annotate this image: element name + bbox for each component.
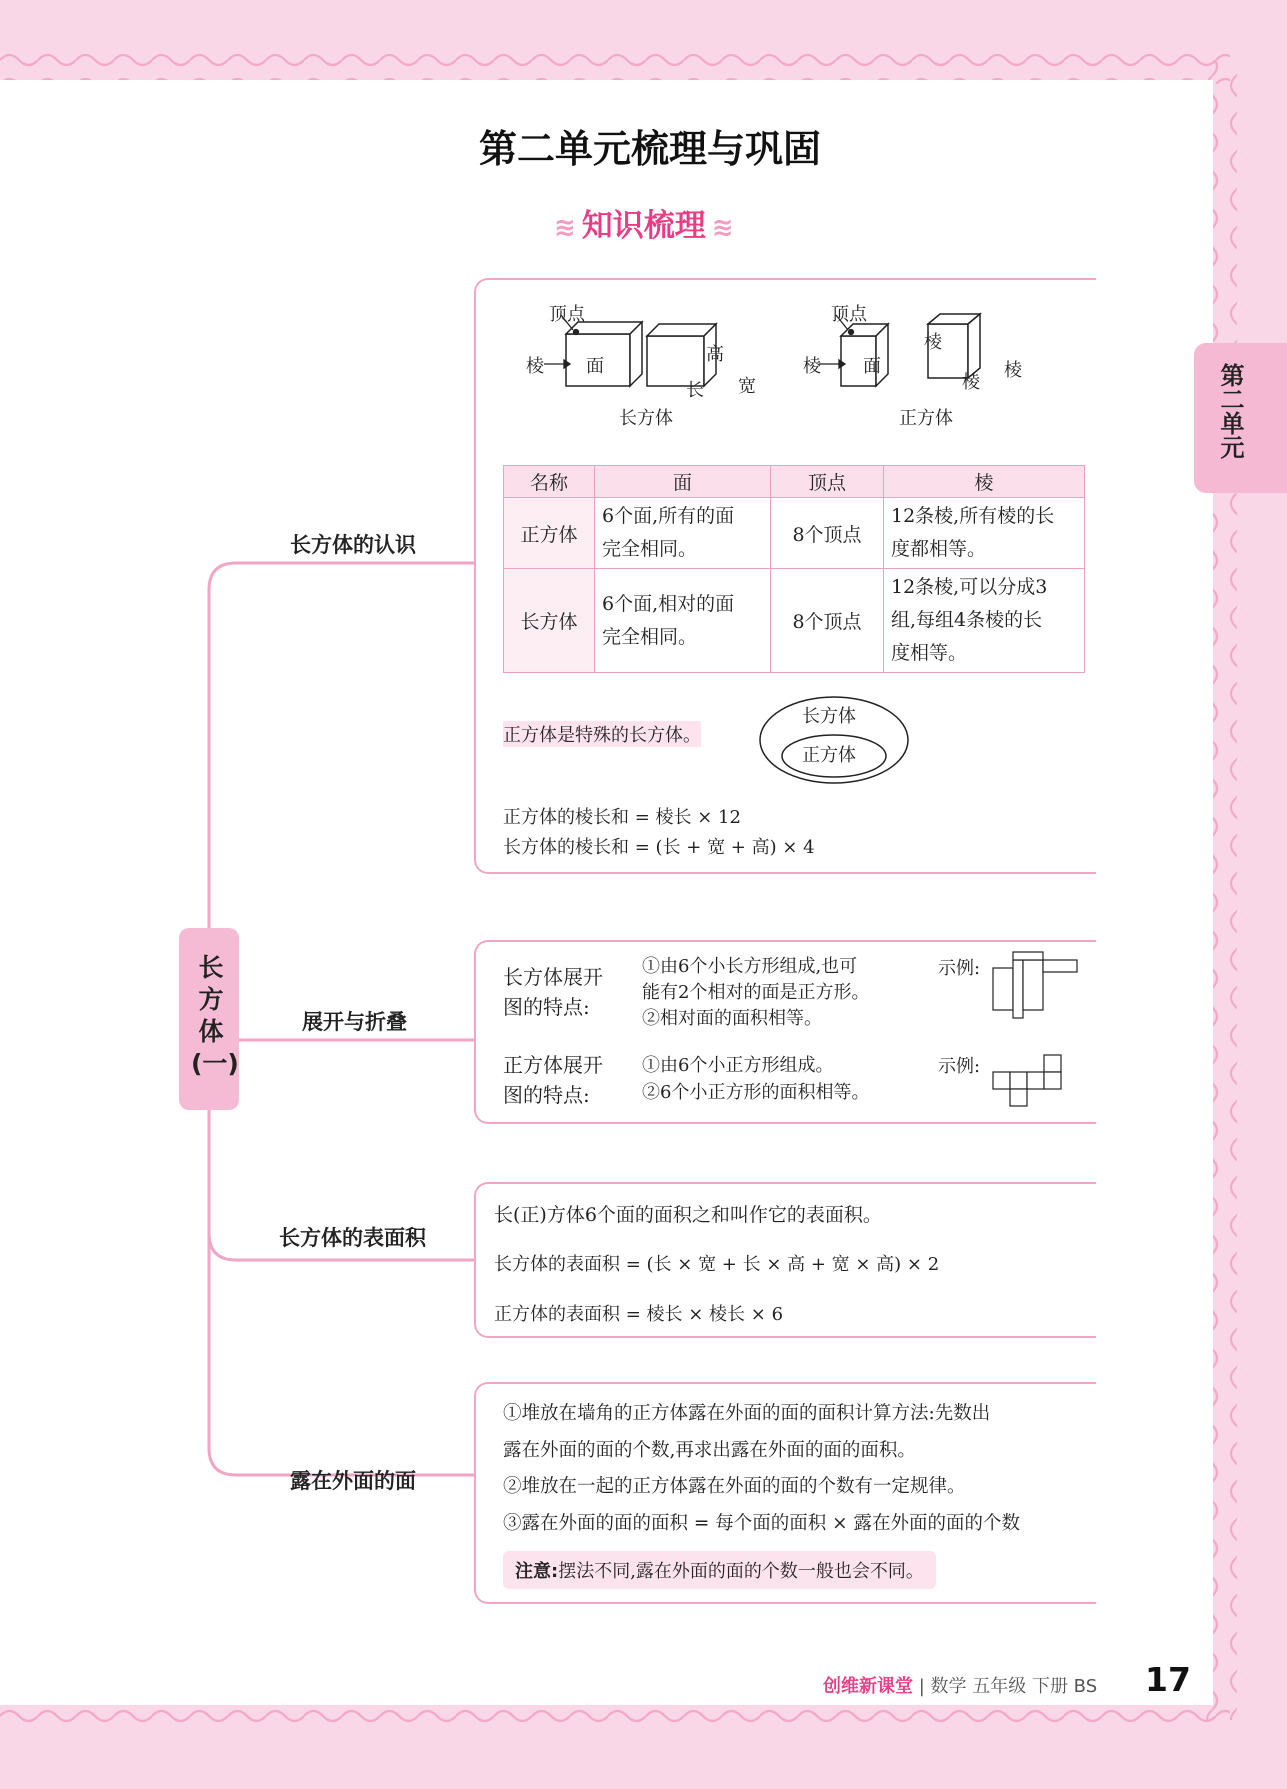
table-cell-face bbox=[595, 569, 771, 673]
wave-decoration-icon: ≋ bbox=[711, 213, 734, 243]
cell-line: 完全相同。 bbox=[602, 625, 698, 648]
attention-note bbox=[503, 1551, 936, 1589]
venn-inner-label: 正方体 bbox=[802, 745, 856, 766]
subtitle-text: 知识梳理 bbox=[581, 208, 706, 244]
surface-area-definition: 长(正)方体6个面的面积之和叫作它的表面积。 bbox=[494, 1204, 882, 1226]
table-cell-edge bbox=[884, 498, 1085, 569]
table-header-cell: 棱 bbox=[884, 466, 1085, 498]
cuboid-net-heading bbox=[503, 962, 603, 1022]
cell-line: 12条棱,所有棱的长 bbox=[891, 505, 1055, 527]
formula-cube-edge-sum: 正方体的棱长和 = 棱长 × 12 bbox=[503, 807, 741, 828]
cuboid-vertex-label: 顶点 bbox=[549, 304, 585, 325]
heading-line: 图的特点: bbox=[503, 995, 590, 1019]
table-row bbox=[504, 569, 1085, 673]
page-number: 17 bbox=[1145, 1660, 1191, 1699]
panel-unfolding bbox=[474, 940, 1096, 1124]
formula-cuboid-surface: 长方体的表面积 = (长 × 宽 + 长 × 高 + 宽 × 高) × 2 bbox=[494, 1254, 940, 1275]
footer bbox=[823, 1672, 1097, 1698]
venn-outer-label: 长方体 bbox=[802, 706, 856, 727]
branch-label-unfolding: 展开与折叠 bbox=[302, 1010, 407, 1034]
point-line: ③露在外面的面的面积 = 每个面的面积 × 露在外面的面的个数 bbox=[503, 1512, 1021, 1534]
comparison-table bbox=[503, 465, 1085, 673]
cell-line: 度相等。 bbox=[891, 642, 968, 664]
note-text: 摆法不同,露在外面的面的个数一般也会不同。 bbox=[558, 1561, 924, 1582]
note-label: 注意: bbox=[515, 1561, 559, 1582]
branch-label-exposed-faces: 露在外面的面 bbox=[290, 1469, 416, 1493]
cube-caption: 正方体 bbox=[899, 408, 953, 429]
branch-label-recognition: 长方体的认识 bbox=[290, 533, 416, 557]
cuboid-width-label: 宽 bbox=[738, 376, 756, 397]
table-row bbox=[504, 498, 1085, 569]
exposed-faces-points bbox=[503, 1396, 1020, 1542]
cuboid-net-points bbox=[642, 954, 869, 1032]
heading-line: 长方体展开 bbox=[503, 965, 603, 989]
table-header-row bbox=[504, 466, 1085, 498]
cuboid-caption: 长方体 bbox=[619, 408, 673, 429]
table-cell-edge bbox=[884, 569, 1085, 673]
cube-net-example bbox=[991, 1054, 1081, 1114]
point-line: ①由6个小长方形组成,也可 bbox=[642, 956, 858, 977]
cube-edge-label: 棱 bbox=[803, 356, 821, 377]
cuboid-face-label: 面 bbox=[586, 356, 604, 377]
central-topic bbox=[179, 928, 239, 1110]
cube-vertex-label: 顶点 bbox=[831, 304, 867, 325]
table-cell-name: 正方体 bbox=[504, 498, 595, 569]
formula-cuboid-edge-sum: 长方体的棱长和 = (长 + 宽 + 高) × 4 bbox=[503, 837, 815, 858]
cuboid-net-example bbox=[991, 950, 1101, 1020]
point-line: ②相对面的面积相等。 bbox=[642, 1008, 822, 1029]
cube-edge-label-3: 棱 bbox=[962, 372, 980, 393]
table-cell-name: 长方体 bbox=[504, 569, 595, 673]
cuboid-height-label: 高 bbox=[706, 344, 724, 365]
table-cell-vertex: 8个顶点 bbox=[771, 569, 884, 673]
footer-separator: | bbox=[913, 1676, 931, 1697]
cell-line: 6个面,所有的面 bbox=[602, 505, 735, 527]
cube-edge-label-2: 棱 bbox=[924, 332, 942, 353]
footer-brand: 创维新课堂 bbox=[823, 1676, 913, 1697]
cell-line: 完全相同。 bbox=[602, 538, 698, 560]
wave-decoration-icon: ≋ bbox=[554, 213, 576, 243]
point-line: 能有2个相对的面是正方形。 bbox=[642, 982, 870, 1003]
point-line: ①堆放在墙角的正方体露在外面的面的面积计算方法:先数出 bbox=[503, 1403, 991, 1424]
table-header-cell: 面 bbox=[595, 466, 771, 498]
table-header-cell: 顶点 bbox=[771, 466, 884, 498]
formula-cube-surface: 正方体的表面积 = 棱长 × 棱长 × 6 bbox=[494, 1304, 784, 1325]
point-line: 露在外面的面的个数,再求出露在外面的面的面积。 bbox=[503, 1439, 916, 1461]
table-header-cell: 名称 bbox=[504, 466, 595, 498]
cube-net-example-label: 示例: bbox=[938, 1056, 981, 1077]
cuboid-net-example-label: 示例: bbox=[938, 958, 981, 979]
table-cell-face bbox=[595, 498, 771, 569]
cell-line: 度都相等。 bbox=[891, 538, 987, 560]
side-tab-label: 第二单元 bbox=[1216, 363, 1244, 459]
panel-surface-area bbox=[474, 1182, 1096, 1338]
point-line: ①由6个小正方形组成。 bbox=[642, 1055, 834, 1076]
branch-label-surface-area: 长方体的表面积 bbox=[279, 1226, 426, 1250]
cube-net-heading bbox=[503, 1050, 603, 1110]
heading-line: 正方体展开 bbox=[503, 1053, 603, 1077]
cube-face-label: 面 bbox=[863, 356, 881, 377]
cube-net-points bbox=[642, 1052, 869, 1106]
panel-recognition bbox=[474, 278, 1096, 874]
footer-book-info: 数学 五年级 下册 BS bbox=[930, 1676, 1098, 1697]
table-cell-vertex: 8个顶点 bbox=[771, 498, 884, 569]
cuboid-edge-label: 棱 bbox=[526, 356, 544, 377]
cell-line: 6个面,相对的面 bbox=[602, 592, 735, 615]
cell-line: 组,每组4条棱的长 bbox=[891, 609, 1043, 631]
page-title: 第二单元梳理与巩固 bbox=[478, 127, 821, 171]
heading-line: 图的特点: bbox=[503, 1083, 590, 1107]
point-line: ②6个小正方形的面积相等。 bbox=[642, 1082, 870, 1103]
cube-edge-label-4: 棱 bbox=[1004, 360, 1022, 381]
panel-exposed-faces bbox=[474, 1382, 1096, 1604]
central-topic-label: 长方体(一) bbox=[191, 953, 239, 1078]
cell-line: 12条棱,可以分成3 bbox=[891, 576, 1048, 598]
cuboid-length-label: 长 bbox=[686, 380, 704, 401]
special-cube-note: 正方体是特殊的长方体。 bbox=[503, 721, 701, 747]
point-line: ②堆放在一起的正方体露在外面的面的个数有一定规律。 bbox=[503, 1476, 966, 1497]
